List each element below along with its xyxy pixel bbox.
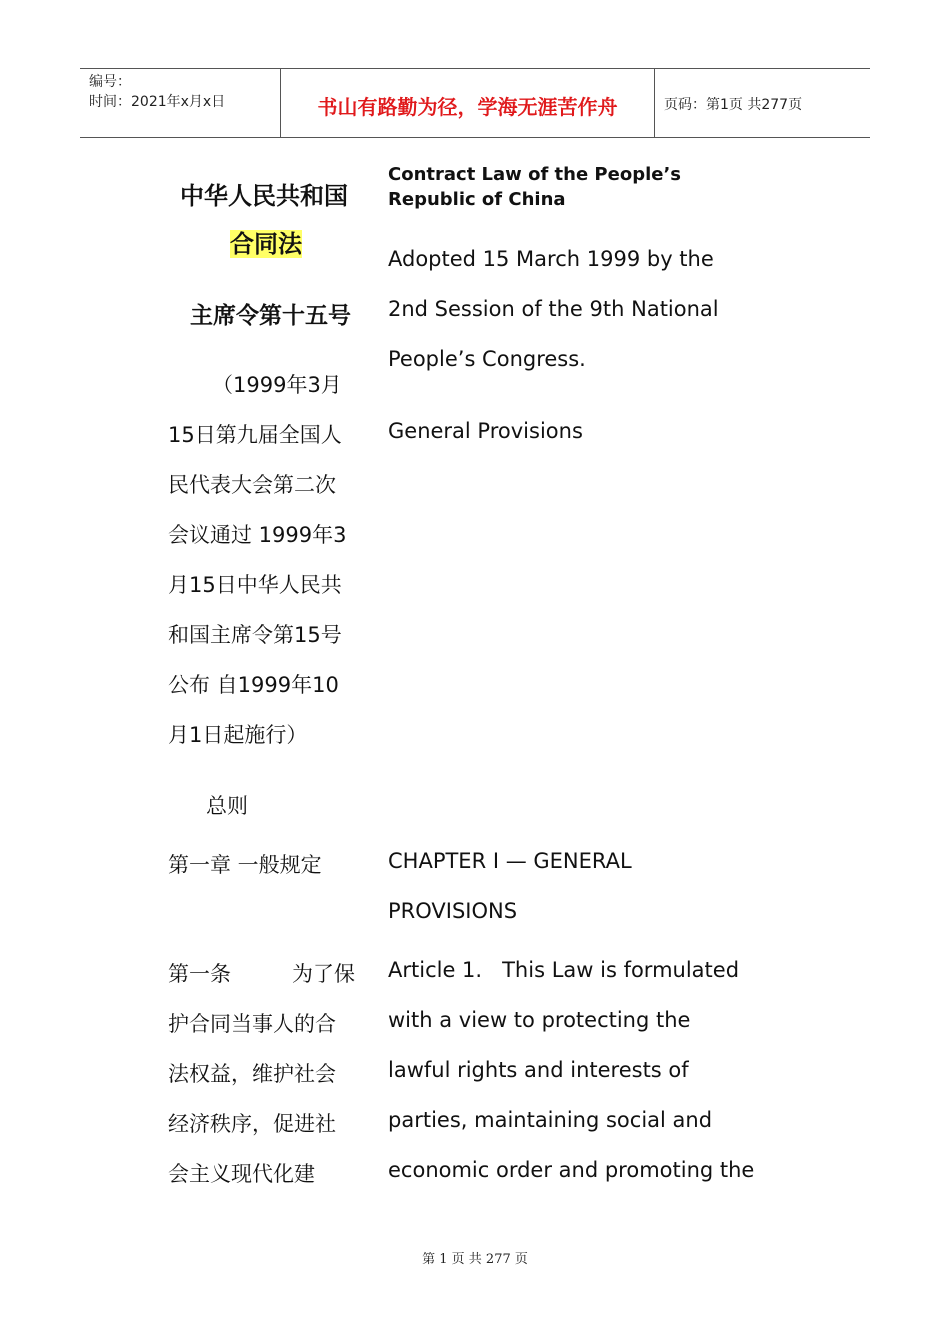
en-article-text: Article 1. This Law is formulated [388,958,740,982]
header-motto: 书山有路勤为径，学海无涯苦作舟 [317,95,618,119]
zh-note-line: （1999年3月 [212,373,342,397]
header-page-code: 页码：第1页 共277页 [664,97,803,113]
en-article-text: parties, maintaining social and [388,1108,713,1132]
en-article-text: lawful rights and interests of [388,1058,689,1082]
header-page-cell [654,69,870,137]
zh-title-line2 [230,224,302,259]
header-motto-cell [280,69,655,137]
zh-note-line: 月1日起施行） [168,723,308,747]
page-header [80,68,870,138]
zh-note-line: 15日第九届全国人 [168,423,342,447]
page-footer: 第 1 页 共 277 页 [422,1252,528,1267]
en-general-heading: General Provisions [388,419,583,443]
zh-article-text: 为了保 [292,962,355,986]
en-article-text: economic order and promoting the [388,1158,755,1182]
en-title-line1: Contract Law of the People’s [388,164,682,185]
zh-general-heading: 总则 [206,794,248,818]
document-date: 时间：2021年x月x日 [89,94,226,110]
en-adopted-line: Adopted 15 March 1999 by the [388,247,714,271]
zh-article-text: 护合同当事人的合 [168,1012,336,1036]
zh-note-line: 公布 自1999年10 [168,673,339,697]
zh-article-text: 会主义现代化建 [168,1162,315,1186]
en-chapter-heading: CHAPTER I — GENERAL [388,849,632,873]
zh-chapter-heading: 第一章 一般规定 [168,853,322,877]
en-adopted-line: 2nd Session of the 9th National [388,297,719,321]
zh-note-line: 民代表大会第二次 [168,473,336,497]
document-number: 编号： [89,74,131,90]
zh-title-line1: 中华人民共和国 [180,182,348,210]
en-title-line2: Republic of China [388,189,566,210]
en-chapter-heading: PROVISIONS [388,899,518,923]
zh-order: 主席令第十五号 [190,303,351,329]
zh-note-line: 会议通过 1999年3 [168,523,347,547]
en-article-text: with a view to protecting the [388,1008,691,1032]
zh-note-line: 月15日中华人民共 [168,573,342,597]
zh-note-line: 和国主席令第15号 [168,623,342,647]
zh-title-highlight: 合同法 [230,230,302,258]
en-adopted-line: People’s Congress. [388,347,586,371]
zh-article-text: 经济秩序，促进社 [168,1112,336,1136]
header-meta-cell [80,69,280,137]
zh-article-number: 第一条 [168,962,231,986]
zh-article-text: 法权益，维护社会 [168,1062,336,1086]
